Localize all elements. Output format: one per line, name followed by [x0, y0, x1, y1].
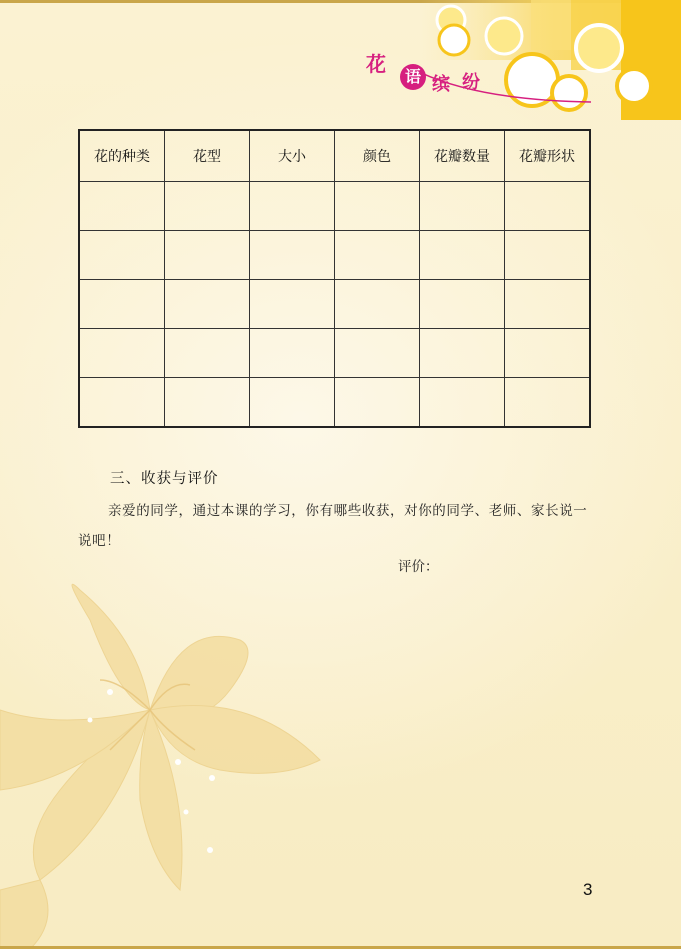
table-cell[interactable]: [250, 280, 335, 329]
table-cell[interactable]: [505, 378, 591, 428]
table-cell[interactable]: [335, 329, 420, 378]
table-cell[interactable]: [335, 182, 420, 231]
table-cell[interactable]: [420, 182, 505, 231]
table-cell[interactable]: [335, 231, 420, 280]
table-row: [79, 280, 590, 329]
table-cell[interactable]: [335, 280, 420, 329]
page-number: 3: [583, 880, 593, 899]
column-header-petal-count: 花瓣数量: [420, 130, 505, 182]
table-cell[interactable]: [250, 182, 335, 231]
table-cell[interactable]: [420, 329, 505, 378]
column-header-size: 大小: [250, 130, 335, 182]
header-title-char: 缤: [432, 74, 450, 95]
header-title-char: 语: [400, 64, 426, 90]
lily-flower-watermark: [0, 560, 380, 949]
header-title-char: 花: [366, 52, 386, 76]
table-cell[interactable]: [250, 329, 335, 378]
column-header-petal-shape: 花瓣形状: [505, 130, 591, 182]
table-cell[interactable]: [250, 231, 335, 280]
table-header-row: [79, 130, 590, 182]
table-cell[interactable]: [165, 329, 250, 378]
table-cell[interactable]: [335, 378, 420, 428]
section-paragraph: 亲爱的同学，通过本课的学习，你有哪些收获，对你的同学、老师、家长说一说吧！: [78, 503, 588, 549]
table-cell[interactable]: [420, 280, 505, 329]
table-cell[interactable]: [79, 378, 165, 428]
table-row: [79, 182, 590, 231]
table-row: [79, 231, 590, 280]
table-cell[interactable]: [79, 231, 165, 280]
table-cell[interactable]: [79, 182, 165, 231]
table-cell[interactable]: [165, 182, 250, 231]
table-row: [79, 329, 590, 378]
column-header-color: 颜色: [335, 130, 420, 182]
evaluation-label: 评价：: [398, 559, 439, 575]
table-cell[interactable]: [505, 231, 591, 280]
column-header-flower-shape: 花型: [165, 130, 250, 182]
table-row: [79, 378, 590, 428]
table-cell[interactable]: [165, 280, 250, 329]
table-cell[interactable]: [505, 280, 591, 329]
table-cell[interactable]: [250, 378, 335, 428]
header-title: [366, 44, 546, 104]
column-header-flower-type: 花的种类: [79, 130, 165, 182]
table-cell[interactable]: [79, 329, 165, 378]
table-cell[interactable]: [505, 182, 591, 231]
flower-observation-table: [78, 129, 591, 428]
table-cell[interactable]: [79, 280, 165, 329]
table-cell[interactable]: [420, 231, 505, 280]
table-cell[interactable]: [165, 378, 250, 428]
section-title: 三、收获与评价: [110, 471, 219, 487]
header-title-char: 纷: [462, 72, 480, 93]
table-cell[interactable]: [165, 231, 250, 280]
table-cell[interactable]: [505, 329, 591, 378]
table-cell[interactable]: [420, 378, 505, 428]
